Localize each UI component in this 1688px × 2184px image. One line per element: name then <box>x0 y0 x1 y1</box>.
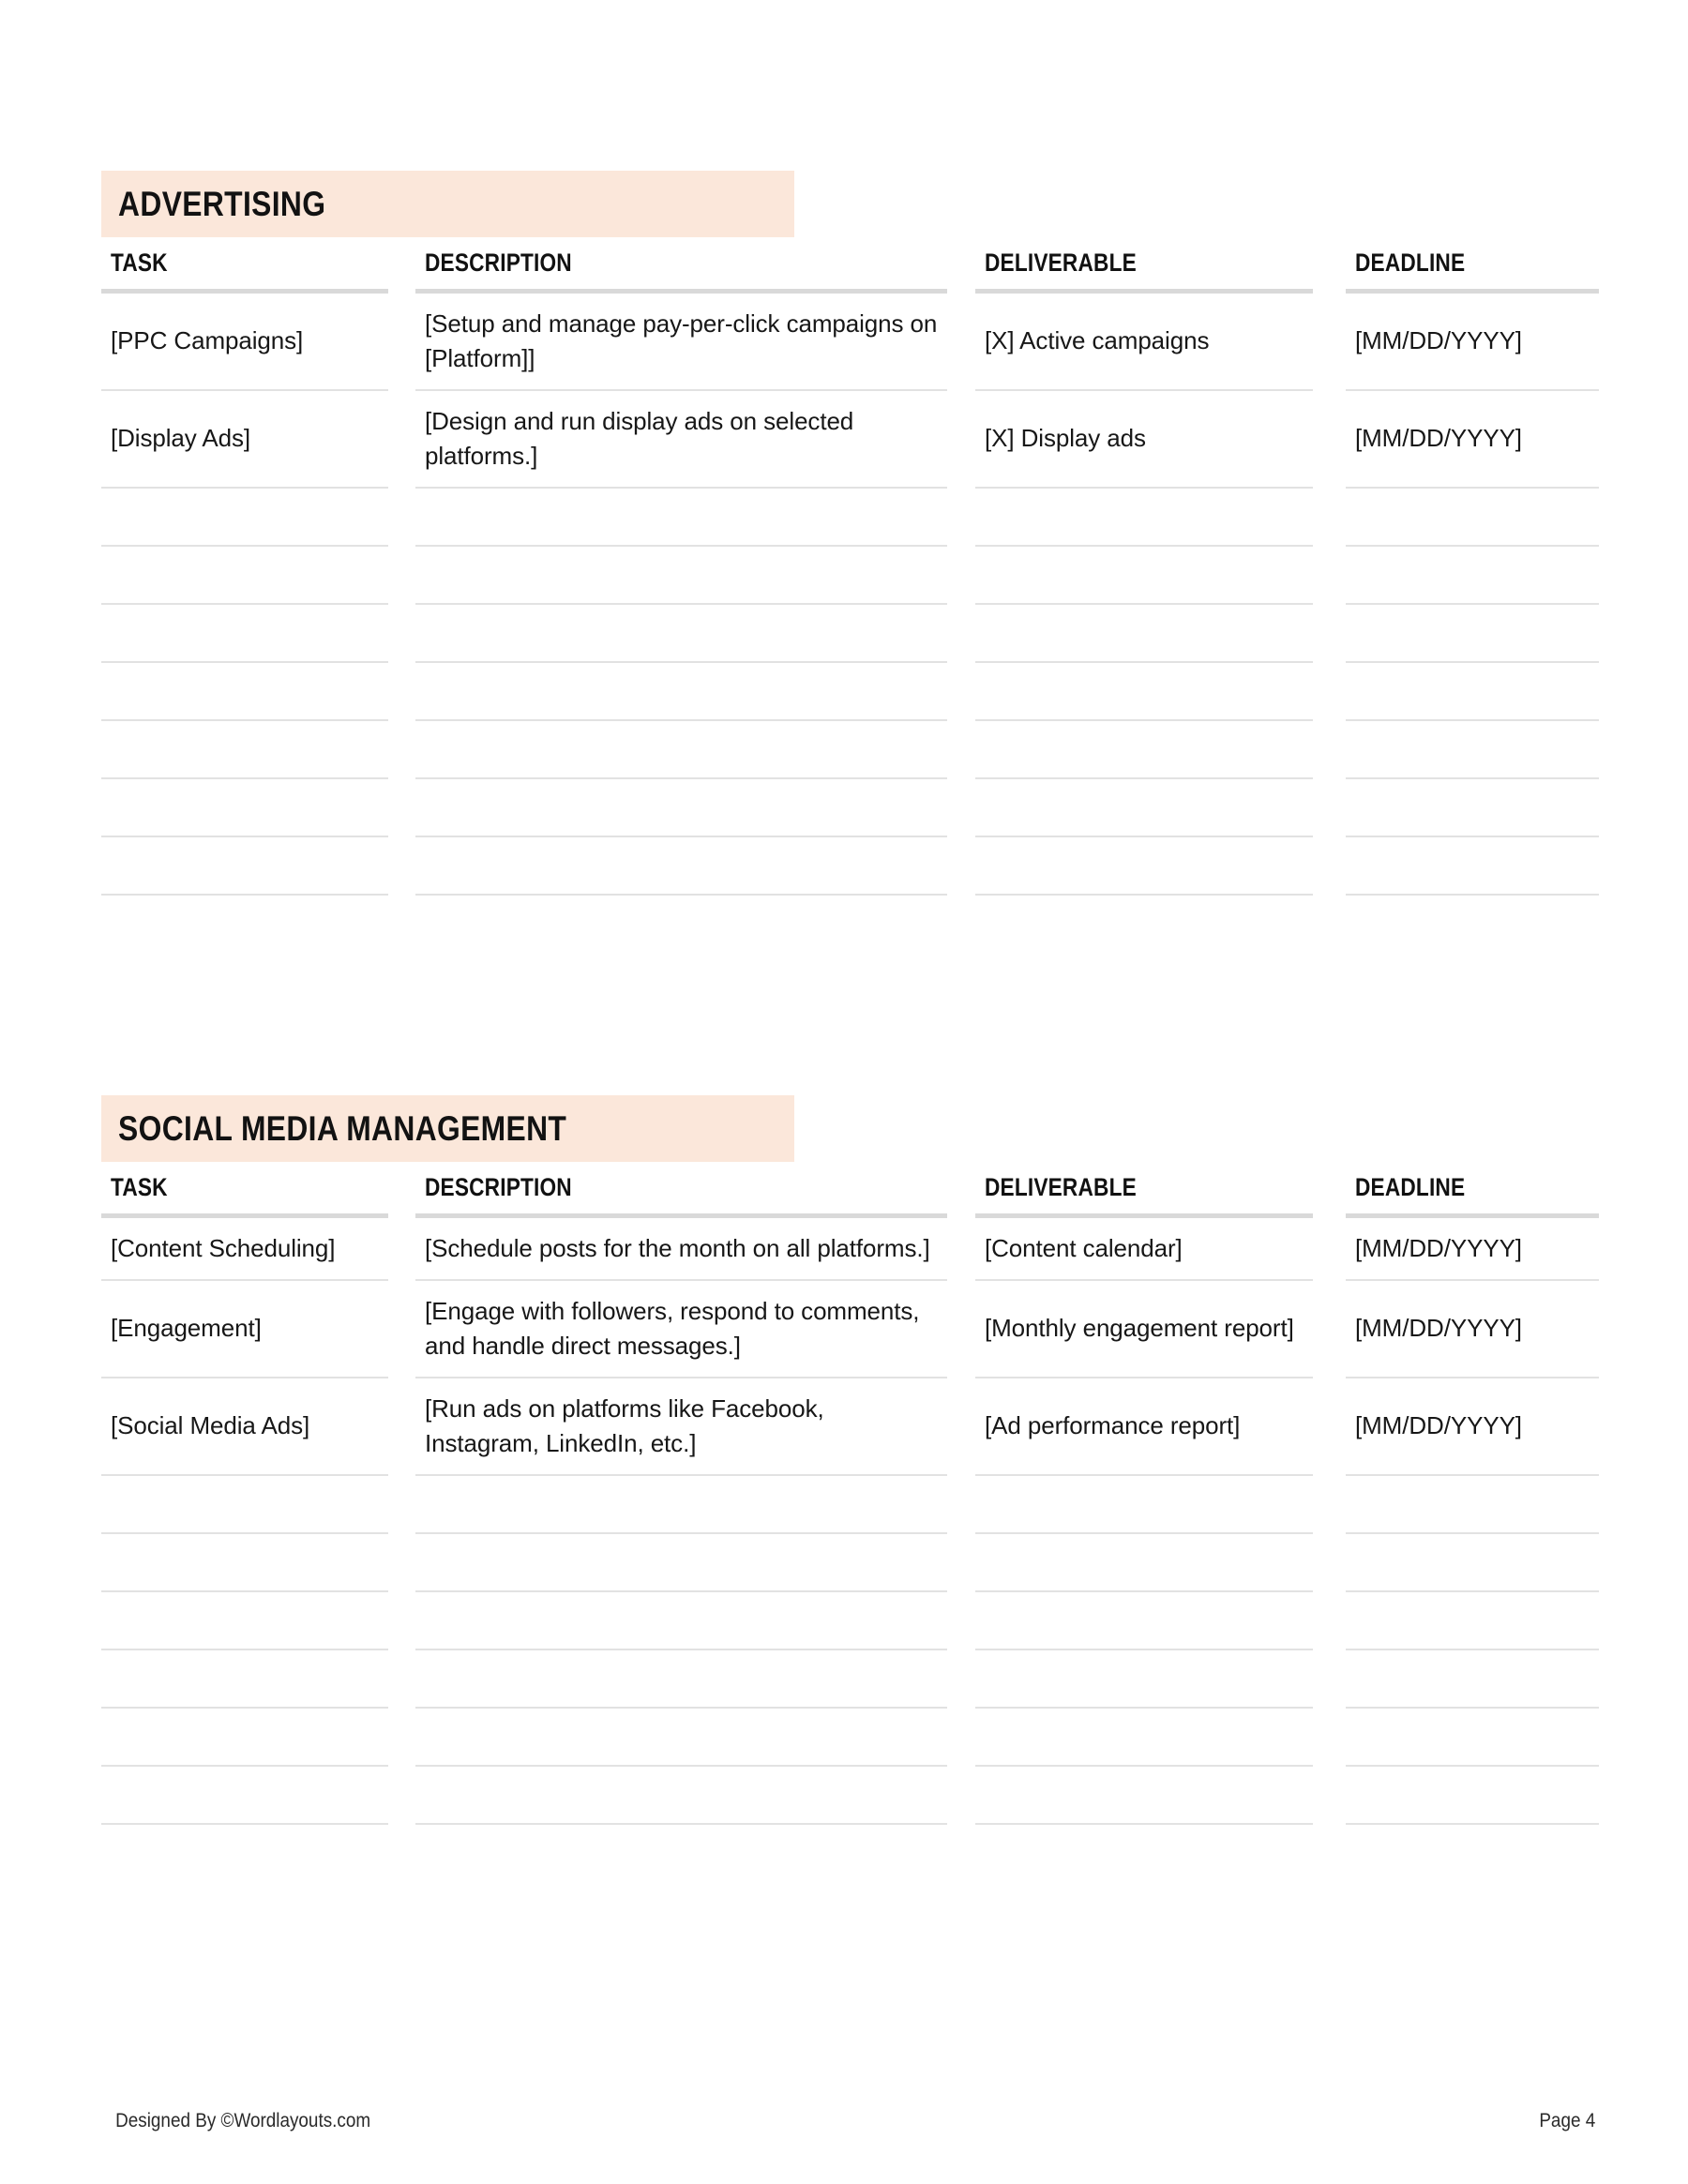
column-gap <box>1313 249 1346 292</box>
cell-deadline[interactable] <box>1346 1766 1599 1824</box>
cell-deadline[interactable] <box>1346 1533 1599 1591</box>
cell-task[interactable] <box>101 604 388 662</box>
cell-deliverable[interactable] <box>975 1475 1313 1533</box>
cell-deadline[interactable]: [MM/DD/YYYY] <box>1346 390 1599 488</box>
cell-deadline[interactable] <box>1346 1475 1599 1533</box>
advertising-table <box>101 249 1599 896</box>
table-row-empty[interactable] <box>101 778 1599 836</box>
cell-description[interactable] <box>415 546 947 604</box>
table-header-row <box>101 249 1599 292</box>
cell-deliverable[interactable] <box>975 1533 1313 1591</box>
cell-deliverable[interactable]: [Monthly engagement report] <box>975 1280 1313 1378</box>
table-row[interactable] <box>101 1378 1599 1475</box>
table-row-empty[interactable] <box>101 604 1599 662</box>
cell-deliverable[interactable]: [X] Active campaigns <box>975 292 1313 390</box>
cell-deadline[interactable]: [MM/DD/YYYY] <box>1346 1280 1599 1378</box>
page-footer <box>101 2110 1599 2132</box>
cell-deliverable[interactable] <box>975 546 1313 604</box>
table-row-empty[interactable] <box>101 1475 1599 1533</box>
column-header-deliverable: DELIVERABLE <box>975 1173 1313 1216</box>
column-gap <box>1313 1216 1346 1280</box>
section-title: ADVERTISING <box>118 184 326 223</box>
cell-description[interactable] <box>415 1766 947 1824</box>
cell-deliverable[interactable] <box>975 720 1313 778</box>
column-gap <box>388 1173 415 1216</box>
table-row[interactable] <box>101 1280 1599 1378</box>
column-gap <box>947 1173 975 1216</box>
column-gap <box>388 1280 415 1378</box>
cell-description[interactable]: [Run ads on platforms like Facebook, Instagram, LinkedIn, etc.] <box>415 1378 947 1475</box>
cell-description[interactable] <box>415 1591 947 1649</box>
section-header-social-media-management <box>101 1095 794 1162</box>
column-header-deadline: DEADLINE <box>1346 1173 1599 1216</box>
column-gap <box>947 1378 975 1475</box>
column-gap <box>388 292 415 390</box>
column-header-task: TASK <box>101 249 388 292</box>
cell-description[interactable] <box>415 720 947 778</box>
column-header-deadline: DEADLINE <box>1346 249 1599 292</box>
cell-deliverable[interactable] <box>975 1591 1313 1649</box>
cell-description[interactable]: [Setup and manage pay-per-click campaigns on [Platform]] <box>415 292 947 390</box>
cell-task[interactable] <box>101 1649 388 1708</box>
cell-deadline[interactable]: [MM/DD/YYYY] <box>1346 1216 1599 1280</box>
cell-task[interactable]: [Social Media Ads] <box>101 1378 388 1475</box>
cell-deliverable[interactable] <box>975 488 1313 546</box>
cell-task[interactable] <box>101 1708 388 1766</box>
cell-description[interactable] <box>415 488 947 546</box>
column-gap <box>388 1378 415 1475</box>
column-header-task: TASK <box>101 1173 388 1216</box>
table-row-empty[interactable] <box>101 720 1599 778</box>
cell-deliverable[interactable] <box>975 1766 1313 1824</box>
column-header-deliverable: DELIVERABLE <box>975 249 1313 292</box>
cell-task[interactable] <box>101 1591 388 1649</box>
cell-deadline[interactable] <box>1346 1708 1599 1766</box>
cell-deadline[interactable] <box>1346 720 1599 778</box>
column-gap <box>947 390 975 488</box>
cell-deliverable[interactable]: [X] Display ads <box>975 390 1313 488</box>
cell-description[interactable] <box>415 836 947 895</box>
cell-task[interactable]: [PPC Campaigns] <box>101 292 388 390</box>
column-gap <box>1313 390 1346 488</box>
cell-deliverable[interactable] <box>975 1649 1313 1708</box>
column-gap <box>1313 1173 1346 1216</box>
column-gap <box>947 1280 975 1378</box>
section-header-advertising <box>101 171 794 237</box>
cell-deliverable[interactable] <box>975 836 1313 895</box>
cell-description[interactable] <box>415 1649 947 1708</box>
cell-task[interactable] <box>101 778 388 836</box>
column-gap <box>947 1216 975 1280</box>
table-row-empty[interactable] <box>101 662 1599 720</box>
cell-task[interactable]: [Engagement] <box>101 1280 388 1378</box>
cell-description[interactable]: [Design and run display ads on selected platforms.] <box>415 390 947 488</box>
cell-deadline[interactable] <box>1346 1649 1599 1708</box>
cell-deadline[interactable] <box>1346 836 1599 895</box>
table-row[interactable] <box>101 292 1599 390</box>
cell-deliverable[interactable] <box>975 1708 1313 1766</box>
column-gap <box>388 249 415 292</box>
cell-task[interactable] <box>101 488 388 546</box>
column-gap <box>947 292 975 390</box>
footer-credit: Designed By ©Wordlayouts.com <box>115 2110 371 2131</box>
table-row-empty[interactable] <box>101 1708 1599 1766</box>
cell-deliverable[interactable] <box>975 604 1313 662</box>
cell-deadline[interactable]: [MM/DD/YYYY] <box>1346 292 1599 390</box>
cell-deliverable[interactable] <box>975 662 1313 720</box>
section-title: SOCIAL MEDIA MANAGEMENT <box>118 1108 567 1148</box>
cell-deadline[interactable] <box>1346 662 1599 720</box>
column-gap <box>1313 1378 1346 1475</box>
cell-deliverable[interactable] <box>975 778 1313 836</box>
cell-task[interactable] <box>101 1475 388 1533</box>
table-header-row <box>101 1173 1599 1216</box>
table-row-empty[interactable] <box>101 1591 1599 1649</box>
cell-deadline[interactable] <box>1346 604 1599 662</box>
cell-description[interactable] <box>415 1708 947 1766</box>
cell-task[interactable] <box>101 836 388 895</box>
cell-deadline[interactable] <box>1346 546 1599 604</box>
cell-task[interactable]: [Display Ads] <box>101 390 388 488</box>
cell-task[interactable] <box>101 720 388 778</box>
table-row-empty[interactable] <box>101 836 1599 895</box>
cell-task[interactable] <box>101 546 388 604</box>
cell-description[interactable] <box>415 1475 947 1533</box>
footer-page-number: Page 4 <box>1539 2110 1596 2131</box>
column-gap <box>388 390 415 488</box>
cell-deliverable[interactable]: [Content calendar] <box>975 1216 1313 1280</box>
cell-deliverable[interactable]: [Ad performance report] <box>975 1378 1313 1475</box>
cell-task[interactable]: [Content Scheduling] <box>101 1216 388 1280</box>
table-row-empty[interactable] <box>101 546 1599 604</box>
cell-description[interactable] <box>415 662 947 720</box>
cell-description[interactable] <box>415 1533 947 1591</box>
cell-deadline[interactable] <box>1346 1591 1599 1649</box>
cell-deadline[interactable]: [MM/DD/YYYY] <box>1346 1378 1599 1475</box>
cell-description[interactable] <box>415 604 947 662</box>
cell-description[interactable] <box>415 778 947 836</box>
column-header-description: DESCRIPTION <box>415 1173 947 1216</box>
cell-task[interactable] <box>101 662 388 720</box>
column-gap <box>388 1216 415 1280</box>
column-gap <box>947 249 975 292</box>
column-gap <box>1313 1280 1346 1378</box>
table-row[interactable] <box>101 1216 1599 1280</box>
table-row[interactable] <box>101 390 1599 488</box>
cell-task[interactable] <box>101 1766 388 1824</box>
cell-task[interactable] <box>101 1533 388 1591</box>
social-media-management-table <box>101 1173 1599 1825</box>
column-gap <box>1313 292 1346 390</box>
column-header-description: DESCRIPTION <box>415 249 947 292</box>
table-row-empty[interactable] <box>101 1766 1599 1824</box>
table-row-empty[interactable] <box>101 1533 1599 1591</box>
cell-description[interactable]: [Engage with followers, respond to comments, and handle direct messages.] <box>415 1280 947 1378</box>
table-row-empty[interactable] <box>101 488 1599 546</box>
table-row-empty[interactable] <box>101 1649 1599 1708</box>
cell-deadline[interactable] <box>1346 488 1599 546</box>
cell-deadline[interactable] <box>1346 778 1599 836</box>
cell-description[interactable]: [Schedule posts for the month on all platforms.] <box>415 1216 947 1280</box>
